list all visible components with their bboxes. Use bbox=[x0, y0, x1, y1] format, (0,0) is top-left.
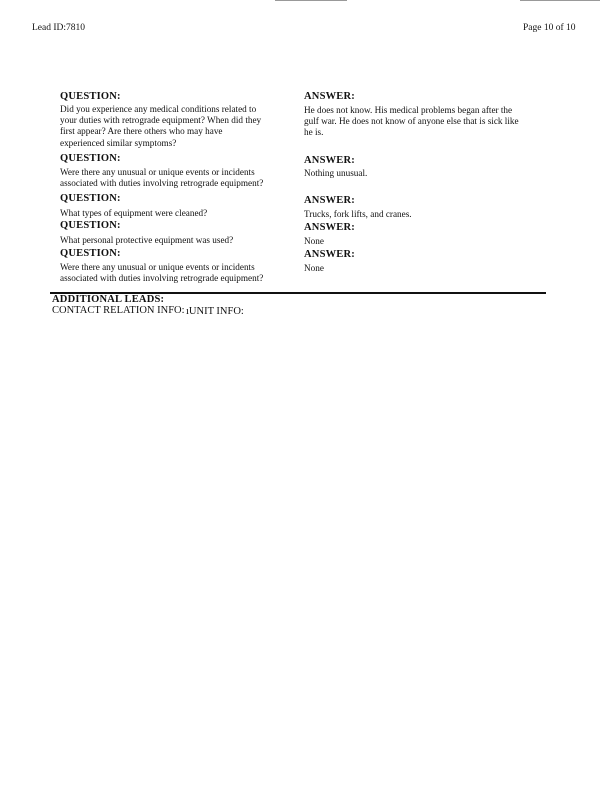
scan-artifact-line bbox=[520, 0, 600, 1]
answer-line: gulf war. He does not know of anyone else that is sick like bbox=[304, 116, 519, 127]
answer-line: He does not know. His medical problems began after the bbox=[304, 105, 513, 115]
page-number: Page 10 of 10 bbox=[523, 23, 576, 33]
answer-line: he is. bbox=[304, 127, 324, 138]
question-text bbox=[60, 262, 263, 284]
answer-line: Nothing unusual. bbox=[304, 168, 368, 178]
answer-text bbox=[304, 168, 367, 179]
answer-text bbox=[304, 209, 412, 220]
answer-line: Trucks, fork lifts, and cranes. bbox=[304, 209, 412, 219]
question-line: Did you experience any medical conditions related to bbox=[60, 104, 257, 114]
question-label: QUESTION: bbox=[60, 153, 121, 164]
question-line: your duties with retrograde equipment? When did they bbox=[60, 115, 262, 126]
question-label: QUESTION: bbox=[60, 248, 121, 259]
answer-label: ANSWER: bbox=[304, 91, 355, 102]
answer-label: ANSWER: bbox=[304, 249, 355, 260]
answer-label: ANSWER: bbox=[304, 222, 355, 233]
question-text bbox=[60, 104, 261, 149]
answer-label: ANSWER: bbox=[304, 195, 355, 206]
question-label: QUESTION: bbox=[60, 193, 121, 204]
unit-info: ıUNIT INFO: bbox=[186, 306, 244, 317]
answer-label: ANSWER: bbox=[304, 155, 355, 166]
additional-leads-title: ADDITIONAL LEADS: bbox=[52, 294, 165, 305]
question-line: associated with duties involving retrograde equipment? bbox=[60, 178, 264, 189]
answer-text bbox=[304, 105, 519, 139]
question-line: associated with duties involving retrograde equipment? bbox=[60, 273, 264, 284]
question-text bbox=[60, 235, 233, 246]
answer-text bbox=[304, 263, 324, 274]
question-line: experienced similar symptoms? bbox=[60, 137, 177, 148]
question-text bbox=[60, 167, 263, 189]
answer-line: None bbox=[304, 236, 324, 246]
question-line: Were there any unusual or unique events or incidents bbox=[60, 167, 255, 177]
lead-id: Lead ID:7810 bbox=[32, 23, 86, 33]
question-line: first appear? Are there others who may have bbox=[60, 126, 223, 137]
question-label: QUESTION: bbox=[60, 220, 121, 231]
scan-artifact-line bbox=[275, 0, 347, 1]
question-text bbox=[60, 208, 207, 219]
question-label: QUESTION: bbox=[60, 91, 121, 102]
question-line: What types of equipment were cleaned? bbox=[60, 208, 208, 218]
answer-line: None bbox=[304, 263, 324, 273]
question-line: Were there any unusual or unique events or incidents bbox=[60, 262, 255, 272]
contact-relation-info: CONTACT RELATION INFO: bbox=[52, 305, 185, 316]
question-line: What personal protective equipment was used? bbox=[60, 235, 234, 245]
answer-text bbox=[304, 236, 324, 247]
